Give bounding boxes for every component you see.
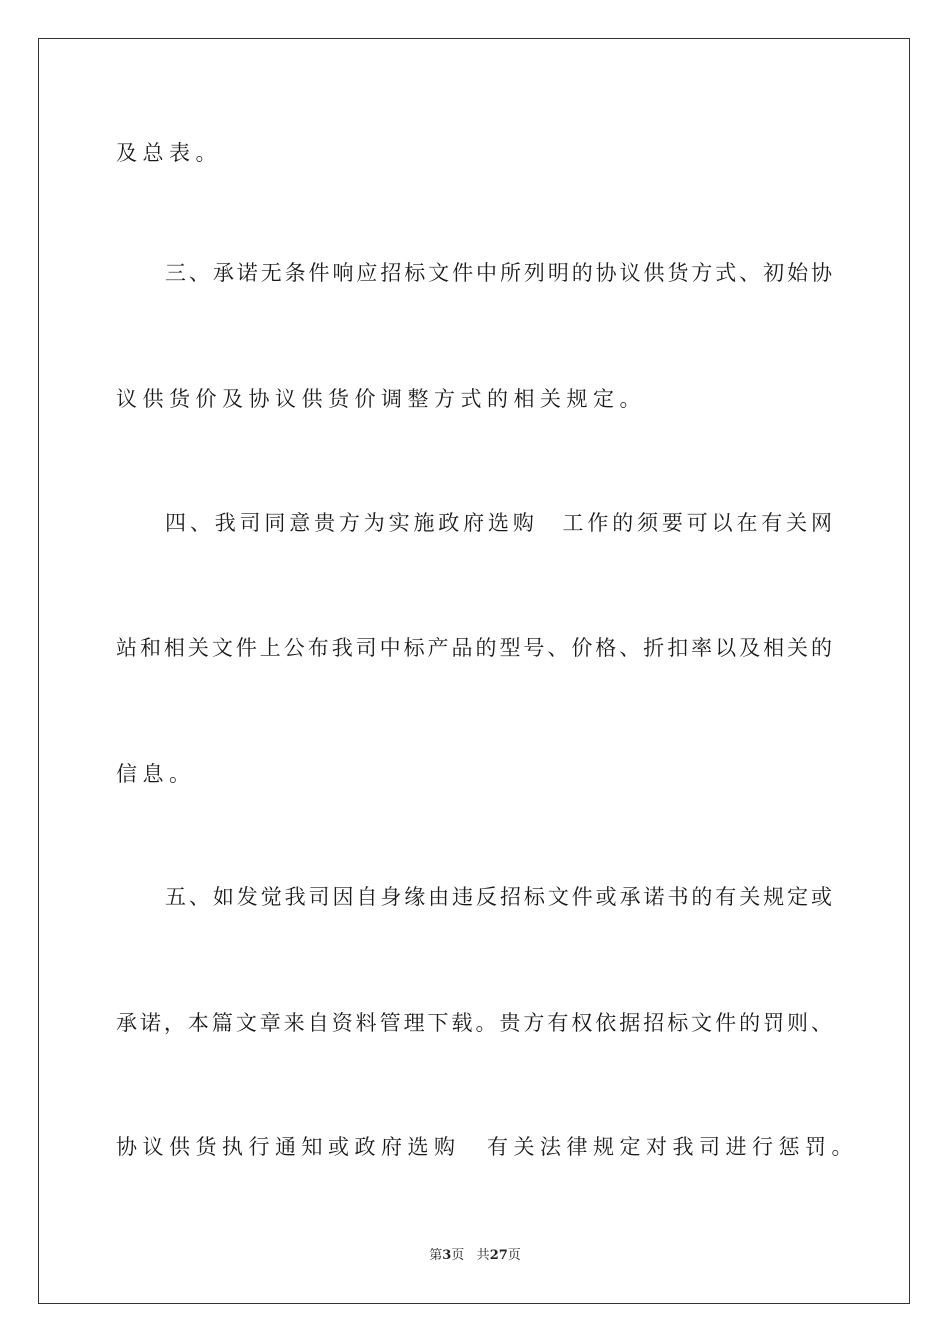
page-footer bbox=[0, 1247, 950, 1265]
text-line-6: 信息。 bbox=[116, 762, 196, 786]
footer-page-prefix: 第 bbox=[429, 1248, 443, 1263]
text-line-9: 协议供货执行通知或政府选购 有关法律规定对我司进行惩罚。 bbox=[116, 1135, 858, 1159]
text-line-7: 五、如发觉我司因自身缘由违反招标文件或承诺书的有关规定或 bbox=[165, 885, 832, 909]
footer-page-number: 3 bbox=[442, 1248, 452, 1263]
text-line-1: 及总表。 bbox=[116, 141, 222, 165]
text-line-2: 三、承诺无条件响应招标文件中所列明的协议供货方式、初始协 bbox=[165, 261, 832, 285]
page-border bbox=[38, 38, 910, 1304]
text-line-4: 四、我司同意贵方为实施政府选购 工作的须要可以在有关网 bbox=[165, 511, 832, 535]
text-line-3: 议供货价及协议供货价调整方式的相关规定。 bbox=[116, 387, 646, 411]
footer-total-prefix: 共 bbox=[476, 1248, 490, 1263]
footer-total-pages: 27 bbox=[489, 1248, 508, 1263]
footer-page-suffix: 页 bbox=[451, 1248, 465, 1263]
footer-total-suffix: 页 bbox=[507, 1248, 521, 1263]
text-line-5: 站和相关文件上公布我司中标产品的型号、价格、折扣率以及相关的 bbox=[116, 636, 832, 660]
text-line-8: 承诺，本篇文章来自资料管理下载。贵方有权依据招标文件的罚则、 bbox=[116, 1011, 832, 1035]
